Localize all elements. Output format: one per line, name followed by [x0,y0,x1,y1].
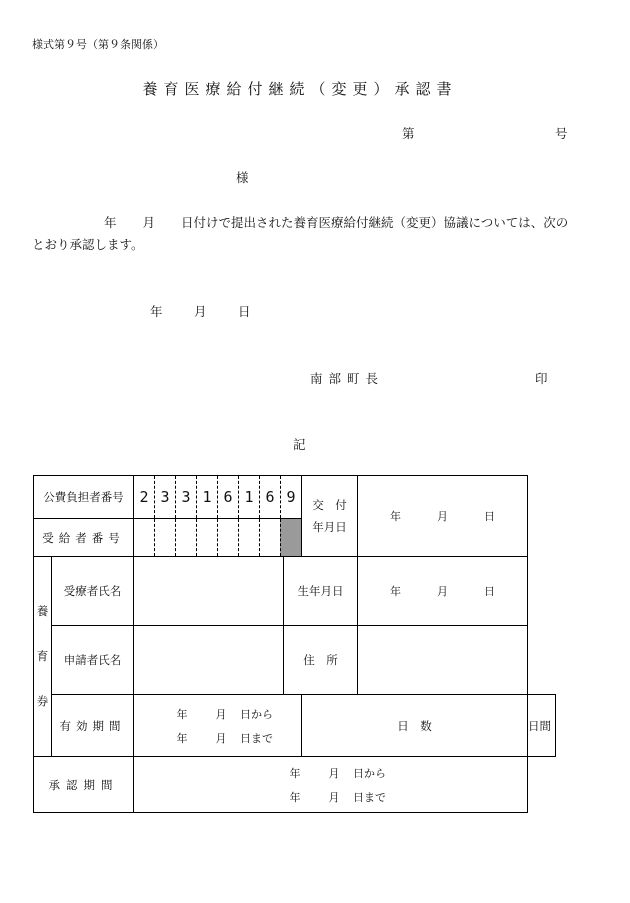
approval-to-suffix: 日まで [353,790,386,804]
payer-digit: 3 [154,476,175,518]
addressee-honorific: 様 [236,170,249,185]
payer-number-label: 公費負担者番号 [34,476,134,519]
approval-to-year: 年 [289,790,301,804]
date-year: 年 [150,304,163,319]
payer-digit: 6 [217,476,238,518]
birth-year: 年 [390,585,401,598]
approval-from-suffix: 日から [353,766,386,780]
approval-period-field[interactable] [134,757,528,813]
check-digit-cell [280,519,301,556]
valid-from-month: 月 [215,707,227,721]
valid-to-month: 月 [215,731,227,745]
body-year: 年 [104,215,117,230]
valid-to-year: 年 [176,731,188,745]
applicant-name-label: 申請者氏名 [52,626,134,695]
approval-to-month: 月 [328,790,340,804]
payer-digit: 9 [280,476,301,518]
days-field[interactable] [528,695,556,757]
payer-digit: 2 [139,488,149,506]
signatory-title: 南部町長 [310,371,385,386]
approval-paragraph [32,212,572,256]
date-month: 月 [194,304,207,319]
voucher-label [34,557,52,757]
recipient-number-label: 受給者番号 [34,519,134,557]
issue-date-label [302,476,358,557]
birth-month: 月 [437,585,448,598]
approval-period-label: 承認期間 [34,757,134,813]
patient-name-field[interactable] [134,557,284,626]
payer-number-field[interactable] [134,476,302,519]
recipient-number-field[interactable] [134,519,302,557]
payer-digit: 1 [238,476,259,518]
valid-from-year: 年 [176,707,188,721]
valid-from-suffix: 日から [240,707,273,721]
address-label: 住 所 [284,626,358,695]
body-text: 日付けで提出された養育医療給付継続（変更）協議については、次のとおり承認します。 [32,215,569,252]
voucher-label-3: 券 [36,694,49,708]
seal-mark: 印 [535,371,548,386]
valid-to-suffix: 日まで [240,731,273,745]
doc-number-suffix: 号 [555,126,568,141]
form-number-label: 様式第９号（第９条関係） [32,38,164,51]
issue-date-field[interactable] [358,476,528,557]
approval-from-year: 年 [289,766,301,780]
body-month: 月 [142,215,156,230]
payer-digit: 1 [196,476,217,518]
birth-date-label: 生年月日 [284,557,358,626]
issue-date-label-line2: 年月日 [312,520,347,534]
applicant-name-field[interactable] [134,626,284,695]
section-mark: 記 [293,437,306,452]
days-unit: 日間 [528,718,551,733]
approval-details-table [33,475,556,813]
doc-number-prefix: 第 [402,126,415,141]
date-day: 日 [238,304,251,319]
valid-period-field[interactable] [134,695,302,757]
address-field[interactable] [358,626,528,695]
issue-date-label-line1: 交 付 [312,498,347,512]
voucher-label-2: 育 [36,649,49,663]
payer-digit: 6 [259,476,280,518]
issue-year: 年 [390,510,401,523]
days-label: 日 数 [302,695,528,757]
issue-day: 日 [484,510,495,523]
valid-period-label: 有効期間 [52,695,134,757]
birth-date-field[interactable] [358,557,528,626]
payer-digit: 3 [175,476,196,518]
issue-month: 月 [437,510,448,523]
voucher-label-1: 養 [36,604,49,618]
document-title: 養育医療給付継続（変更）承認書 [142,80,458,98]
patient-name-label: 受療者氏名 [52,557,134,626]
birth-day: 日 [484,585,495,598]
approval-from-month: 月 [328,766,340,780]
